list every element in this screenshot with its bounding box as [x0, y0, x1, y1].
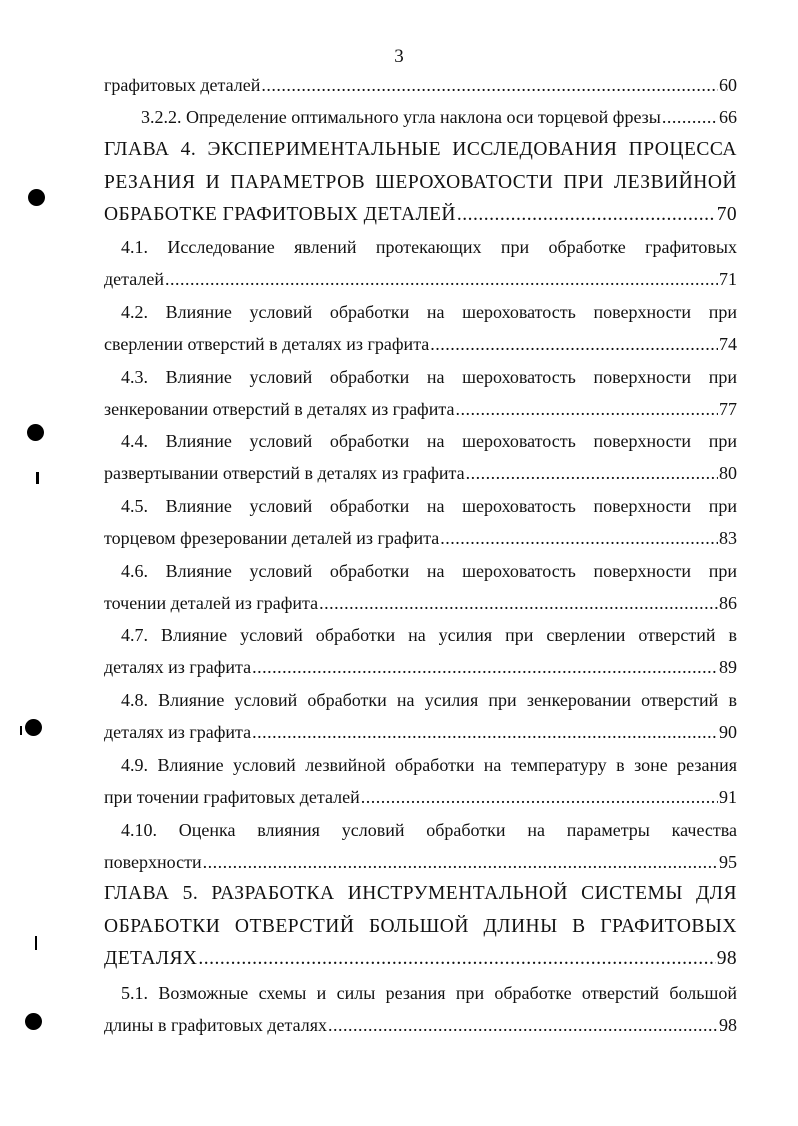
- toc-entry-4-2-line-2: [104, 329, 737, 359]
- toc-entry-text: графитовых деталей: [104, 75, 261, 95]
- dot-leader: [328, 1010, 718, 1040]
- toc-entry-text: деталях из графита: [104, 722, 252, 742]
- toc-page-number: 70: [716, 204, 737, 225]
- dot-leader: [455, 394, 718, 424]
- binding-hole-mark: [27, 424, 44, 441]
- toc-page-number: 95: [719, 852, 737, 872]
- dot-leader: [440, 523, 718, 553]
- toc-entry-text: зенкеровании отверстий в деталях из графита: [104, 399, 455, 419]
- toc-entry-4-6-line-2: [104, 588, 737, 618]
- chapter-4-title-line-3: [104, 200, 737, 230]
- binding-hole-mark: [25, 719, 42, 736]
- toc-entry-text: поверхности: [104, 852, 202, 872]
- toc-entry-5-1-line-2: [104, 1010, 737, 1040]
- toc-entry-text: при точении графитовых деталей: [104, 787, 360, 807]
- toc-page-number: 98: [719, 1015, 737, 1035]
- dot-leader: [361, 782, 718, 812]
- toc-entry-4-1-line-2: [104, 264, 737, 294]
- toc-page-number: 89: [719, 657, 737, 677]
- toc-page-number: 77: [719, 399, 737, 419]
- toc-entry-4-7-line-2: [104, 652, 737, 682]
- toc-entry-4-5-line-1: 4.5. Влияние условий обработки на шероховатость поверхности при: [121, 496, 737, 516]
- toc-page-number: 98: [716, 948, 737, 969]
- scan-speck: [36, 472, 39, 484]
- chapter-5-title-line-3: [104, 944, 737, 974]
- toc-entry-text: деталях из графита: [104, 657, 252, 677]
- toc-entry-text: 3.2.2. Определение оптимального угла наклона оси торцевой фрезы: [141, 107, 661, 127]
- toc-entry-text: развертывании отверстий в деталях из графита: [104, 463, 465, 483]
- toc-entry-4-9-line-2: [104, 782, 737, 812]
- dot-leader: [165, 264, 718, 294]
- chapter-5-title-line-1: ГЛАВА 5. РАЗРАБОТКА ИНСТРУМЕНТАЛЬНОЙ СИСТЕМЫ ДЛЯ: [104, 883, 737, 904]
- chapter-5-title-line-2: ОБРАБОТКИ ОТВЕРСТИЙ БОЛЬШОЙ ДЛИНЫ В ГРАФИТОВЫХ: [104, 916, 737, 937]
- dot-leader: [457, 200, 716, 230]
- toc-entry-text: ДЕТАЛЯХ: [104, 948, 198, 969]
- toc-entry-4-4-line-2: [104, 458, 737, 488]
- toc-page-number: 91: [719, 787, 737, 807]
- toc-entry-5-1-line-1: 5.1. Возможные схемы и силы резания при обработке отверстий большой: [121, 983, 737, 1003]
- toc-entry-4-10-line-1: 4.10. Оценка влияния условий обработки на параметры качества: [121, 820, 737, 840]
- toc-page-number: 86: [719, 593, 737, 613]
- toc-entry-4-8-line-1: 4.8. Влияние условий обработки на усилия при зенкеровании отверстий в: [121, 690, 737, 710]
- toc-entry-4-3-line-2: [104, 394, 737, 424]
- toc-entry-4-2-line-1: 4.2. Влияние условий обработки на шероховатость поверхности при: [121, 302, 737, 322]
- toc-page-number: 74: [719, 334, 737, 354]
- toc-entry-4-9-line-1: 4.9. Влияние условий лезвийной обработки на температуру в зоне резания: [121, 755, 737, 775]
- toc-entry-continuation: [104, 70, 737, 100]
- toc-entry-text: деталей: [104, 269, 164, 289]
- dot-leader: [662, 102, 718, 132]
- chapter-4-title-line-2: РЕЗАНИЯ И ПАРАМЕТРОВ ШЕРОХОВАТОСТИ ПРИ ЛЕЗВИЙНОЙ: [104, 172, 737, 193]
- toc-entry-4-1-line-1: 4.1. Исследование явлений протекающих при обработке графитовых: [121, 237, 737, 257]
- toc-entry-4-8-line-2: [104, 717, 737, 747]
- binding-hole-mark: [28, 189, 45, 206]
- dot-leader: [466, 458, 718, 488]
- scan-speck: [35, 936, 37, 950]
- toc-entry-4-6-line-1: 4.6. Влияние условий обработки на шероховатость поверхности при: [121, 561, 737, 581]
- toc-entry-4-7-line-1: 4.7. Влияние условий обработки на усилия при сверлении отверстий в: [121, 625, 737, 645]
- toc-entry-4-4-line-1: 4.4. Влияние условий обработки на шероховатость поверхности при: [121, 431, 737, 451]
- scan-speck: [20, 726, 22, 735]
- page-number: 3: [394, 46, 404, 67]
- dot-leader: [252, 717, 718, 747]
- toc-entry-text: сверлении отверстий в деталях из графита: [104, 334, 430, 354]
- dot-leader: [252, 652, 718, 682]
- toc-page-number: 71: [719, 269, 737, 289]
- toc-entry-4-3-line-1: 4.3. Влияние условий обработки на шероховатость поверхности при: [121, 367, 737, 387]
- toc-page-number: 80: [719, 463, 737, 483]
- dot-leader: [261, 70, 718, 100]
- binding-hole-mark: [25, 1013, 42, 1030]
- toc-entry-3-2-2: [141, 102, 737, 132]
- toc-entry-text: длины в графитовых деталях: [104, 1015, 328, 1035]
- toc-entry-4-5-line-2: [104, 523, 737, 553]
- toc-entry-4-10-line-2: [104, 847, 737, 877]
- chapter-4-title-line-1: ГЛАВА 4. ЭКСПЕРИМЕНТАЛЬНЫЕ ИССЛЕДОВАНИЯ ПРОЦЕССА: [104, 139, 737, 160]
- dot-leader: [319, 588, 718, 618]
- toc-entry-text: торцевом фрезеровании деталей из графита: [104, 528, 440, 548]
- toc-page-number: 90: [719, 722, 737, 742]
- toc-entry-text: ОБРАБОТКЕ ГРАФИТОВЫХ ДЕТАЛЕЙ: [104, 204, 456, 225]
- dot-leader: [198, 944, 715, 974]
- toc-page-number: 66: [719, 107, 737, 127]
- toc-page-number: 60: [719, 75, 737, 95]
- dot-leader: [430, 329, 718, 359]
- dot-leader: [203, 847, 718, 877]
- toc-page-number: 83: [719, 528, 737, 548]
- toc-entry-text: точении деталей из графита: [104, 593, 319, 613]
